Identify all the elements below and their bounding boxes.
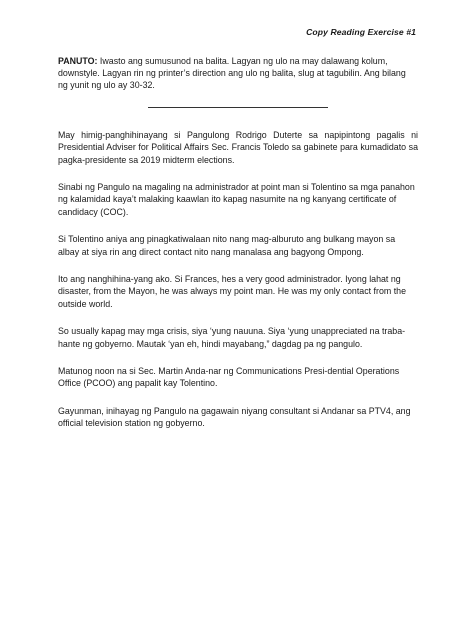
article-paragraph-6: Matunog noon na si Sec. Martin Anda-nar ng Communications Presi-dential Operations Office (PCOO) ang papalit kay Tolentino. [58,366,400,389]
separator-line [148,107,328,108]
instructions-label: PANUTO: [58,56,98,66]
instructions-paragraph [58,55,418,92]
article-paragraph-4: Ito ang nanghihina-yang ako. Si Frances, hes a very good administrador. Iyong lahat ng disaster, from the Mayon, he was always my point man. He was my only contact from the outside world. [58,274,406,309]
article-paragraph-5: So usually kapag may mga crisis, siya ‘yung nauuna. Siya ‘yung unappreciated na traba-hante ng gobyerno. Mautak ‘yan eh, hindi mayabang,” dagdag pa ng pangulo. [58,326,406,349]
article-paragraph-7: Gayunman, inihayag ng Pangulo na gagawain niyang consultant si Andanar sa PTV4, ang official television station ng gobyerno. [58,406,411,429]
article-paragraph-1: May himig-panghihinayang si Pangulong Rodrigo Duterte sa napipintong pagalis ni Presidential Adviser for Political Affairs Sec. Francis Toledo sa gabinete para kumadidato sa pagka-presidente sa 2019 midterm elections. [58,130,418,165]
header-title: Copy Reading Exercise #1 [306,27,416,37]
instructions-text: Iwasto ang sumusunod na balita. Lagyan ng ulo na may dalawang kolum, downstyle. Lagyan rin ng printer’s direction ang ulo ng balita, slug at tagubilin. Ang bilang ng yunit ng ulo ay 30-32. [58,56,406,91]
document-body [58,55,418,445]
article-paragraph-2: Sinabi ng Pangulo na magaling na administrador at point man si Tolentino sa mga panahon ng kalamidad kaya’t malaking kaawlan ito kapag nasumite na ng kanyang certificate of candidacy (COC). [58,182,415,217]
article-paragraph-3: Si Tolentino aniya ang pinagkatiwalaan nito nang mag-alburuto ang bulkang mayon sa albay at siya rin ang direct contact nito nang manalasa ang bagyong Ompong. [58,234,396,257]
